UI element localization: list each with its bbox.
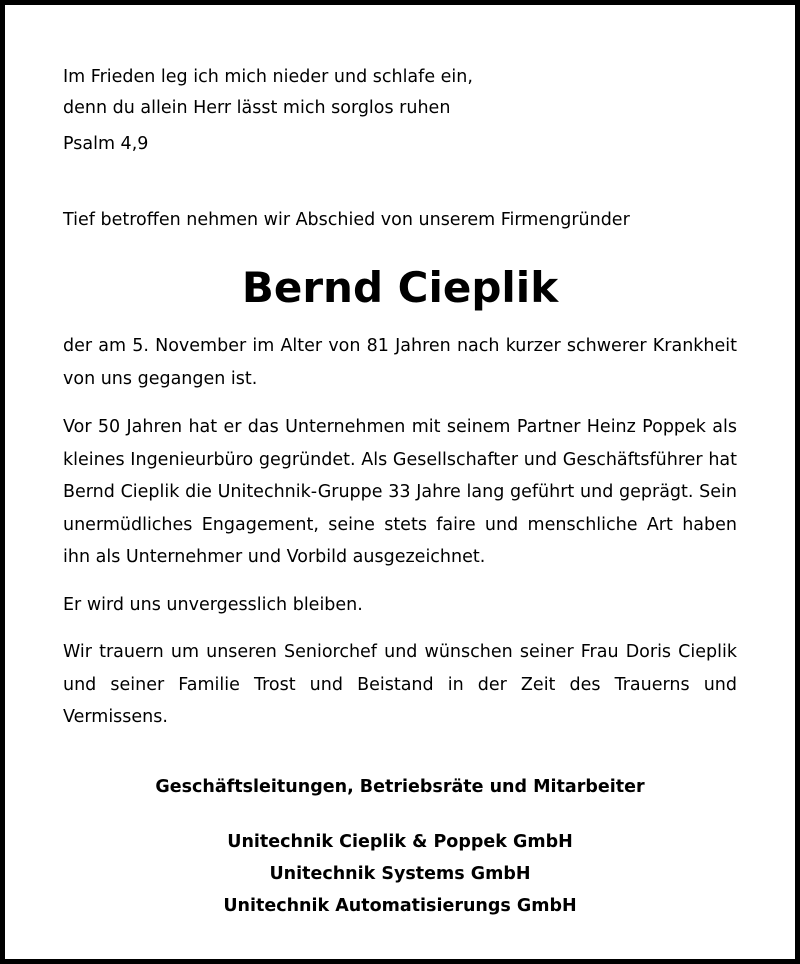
paragraph-passing: der am 5. November im Alter von 81 Jahren nach kurzer schwerer Krankheit von uns gegangen ist. bbox=[63, 336, 737, 389]
intro-text: Tief betroffen nehmen wir Abschied von unserem Firmengründer bbox=[63, 210, 630, 230]
company-name: Unitechnik Systems GmbH bbox=[269, 864, 531, 884]
company-name: Unitechnik Automatisierungs GmbH bbox=[223, 896, 577, 916]
signature-group: Geschäftsleitungen, Betriebsräte und Mitarbeiter bbox=[155, 777, 645, 797]
paragraph-remembrance: Er wird uns unvergesslich bleiben. bbox=[63, 595, 363, 615]
psalm-line-1: Im Frieden leg ich mich nieder und schlafe ein, bbox=[63, 67, 473, 87]
paragraph-condolence: Wir trauern um unseren Seniorchef und wünschen seiner Frau Doris Cieplik und seiner Familie Trost und Beistand in der Zeit des Trauerns und Vermissens. bbox=[63, 642, 737, 727]
psalm-reference: Psalm 4,9 bbox=[63, 134, 149, 154]
company-name: Unitechnik Cieplik & Poppek GmbH bbox=[227, 832, 573, 852]
psalm-line-2: denn du allein Herr lässt mich sorglos ruhen bbox=[63, 98, 451, 118]
paragraph-biography: Vor 50 Jahren hat er das Unternehmen mit seinem Partner Heinz Poppek als kleines Ingenieurbüro gegründet. Als Gesellschafter und Geschäftsführer hat Bernd Cieplik die Unitechnik-Gruppe 33 Jahre lang geführt und geprägt. Sein unermüdliches Engagement, seine stets faire und menschliche Art haben ihn als Unternehmer und Vorbild ausgezeichnet. bbox=[63, 417, 737, 567]
deceased-name: Bernd Cieplik bbox=[241, 263, 559, 312]
